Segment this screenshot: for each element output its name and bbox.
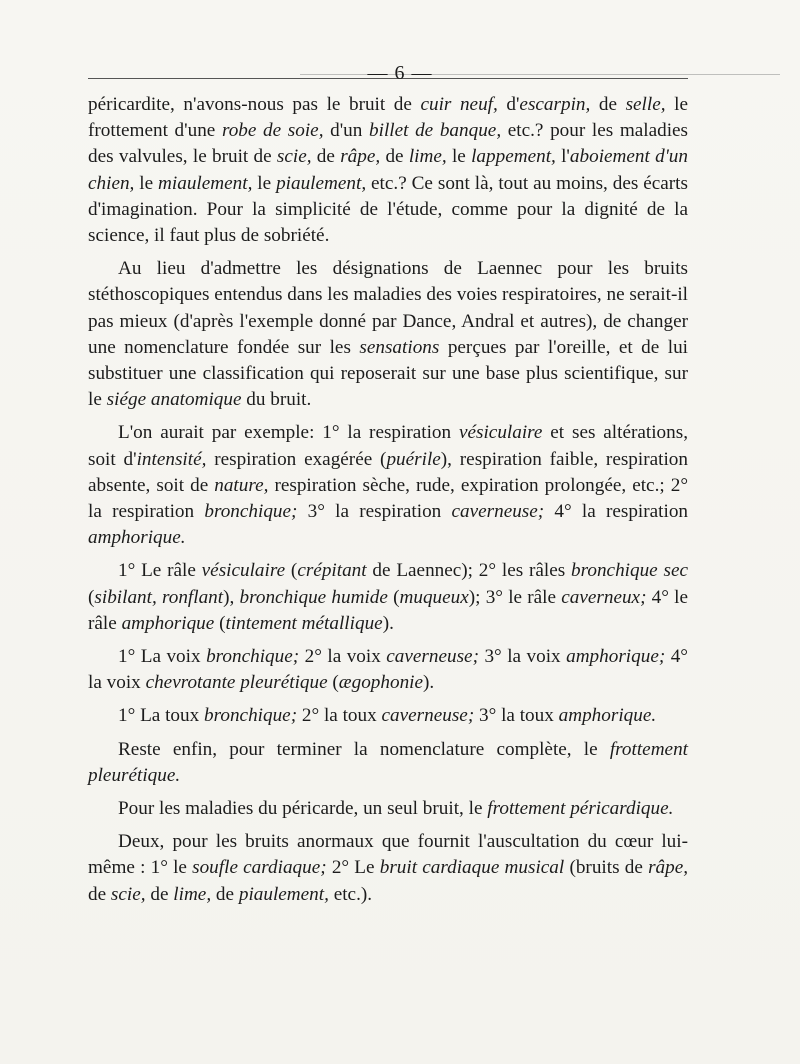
text-run: 4° le râle (88, 586, 689, 634)
text-run: 1° Le râle (118, 560, 202, 582)
italic-term: siége anatomique (106, 389, 242, 411)
body-text (88, 92, 688, 915)
text-run: ), (223, 586, 240, 608)
paragraph-voix (88, 644, 688, 696)
italic-term: sibilant, ronflant (94, 586, 224, 608)
paragraph-bruits-cardiaques (88, 829, 688, 908)
text-run: de (380, 146, 409, 168)
text-run: ( (327, 672, 339, 694)
italic-term: piaulement, (276, 172, 367, 194)
text-run: le (134, 172, 159, 194)
italic-term: tintement métallique (225, 612, 383, 634)
text-run: etc.? Ce sont là, tout au moins, des écarts d'imagination. Pour la simplicité de l'étude, comme pour la dignité de la science, il faut plus de sobriété. (88, 172, 688, 247)
italic-term: caverneuse; (386, 646, 479, 668)
text-run: 2° la toux (297, 705, 382, 727)
text-run: L'on aurait par exemple: 1° la respiration (118, 422, 459, 444)
text-run: de (590, 94, 626, 115)
text-run: ), respiration faible, respiration absente, soit de (88, 448, 688, 496)
text-run: Deux, pour les bruits anormaux que fournit l'auscultation du cœur lui-même : 1° le (88, 831, 688, 879)
italic-term: puérile (386, 448, 441, 470)
text-run: 4° la voix (88, 646, 688, 694)
italic-term: ægophonie (338, 672, 424, 694)
italic-term: frottement péricardique. (487, 798, 674, 820)
italic-term: lappement, (471, 146, 556, 168)
italic-term: piaulement, (238, 883, 329, 905)
paragraph-laennec-designations (88, 256, 688, 413)
text-run: ); 3° le râle (468, 586, 562, 608)
italic-term: caverneuse; (381, 705, 475, 727)
text-run: ( (387, 586, 400, 608)
italic-term: râpe, (648, 857, 689, 879)
italic-term: amphorique. (558, 705, 657, 727)
text-run: 4° la respiration (544, 501, 689, 523)
text-run: l' (555, 146, 570, 168)
paragraph-frottement-pleuretique (88, 737, 688, 789)
italic-term: amphorique. (88, 527, 186, 549)
text-run: etc.? pour les maladies des valvules, le bruit de (88, 120, 689, 168)
text-run: d'un (323, 120, 370, 142)
text-run: du bruit. (241, 389, 312, 411)
text-run: (bruits de (564, 857, 649, 879)
italic-term: cuir neuf, (420, 94, 498, 115)
text-run: 1° La toux (118, 705, 205, 727)
text-run: ). (382, 612, 394, 634)
text-run: 2° Le (326, 857, 380, 879)
italic-term: amphorique (121, 612, 215, 634)
italic-term: caverneux; (561, 586, 647, 608)
italic-term: escarpin, (519, 94, 591, 115)
page-number: — 6 — (367, 62, 433, 84)
italic-term: frottement pleurétique. (88, 738, 688, 786)
paragraph-rales (88, 558, 688, 637)
text-run: d' (497, 94, 520, 115)
text-run: respiration exagérée ( (206, 448, 387, 470)
italic-term: bruit cardiaque musical (379, 857, 565, 879)
italic-term: lime, (173, 883, 212, 905)
text-run: de (88, 883, 111, 905)
text-run: 2° la voix (299, 646, 387, 668)
italic-term: nature, (214, 474, 269, 496)
italic-term: bronchique; (204, 705, 298, 727)
paragraph-toux (88, 703, 688, 729)
paragraph-continuation (88, 92, 688, 249)
text-run: respiration sèche, rude, expiration prolongée, etc.; 2° la respiration (88, 474, 688, 523)
text-run: ( (285, 560, 298, 582)
italic-term: muqueux (399, 586, 469, 608)
text-run: 3° la respiration (297, 501, 452, 523)
italic-term: bronchique sec (571, 560, 688, 582)
text-run: 1° La voix (118, 646, 207, 668)
text-run: de Laennec); 2° les râles (366, 560, 572, 582)
italic-term: amphorique; (566, 646, 666, 668)
italic-term: râpe, (340, 146, 381, 168)
italic-term: scie, (110, 883, 146, 905)
italic-term: soufle cardiaque; (192, 857, 327, 879)
paragraph-respiration (88, 420, 688, 551)
text-run: 3° la toux (474, 705, 559, 727)
paragraph-pericarde (88, 796, 688, 822)
italic-term: caverneuse; (451, 501, 545, 523)
italic-term: intensité, (136, 448, 207, 470)
text-run: de (145, 883, 174, 905)
text-run: ( (214, 612, 226, 634)
text-run: ( (88, 586, 95, 608)
italic-term: crépitant (297, 560, 367, 582)
italic-term: bronchique; (204, 501, 298, 523)
italic-term: vésiculaire (458, 422, 543, 444)
text-run: le (446, 146, 472, 168)
text-run: etc.). (328, 883, 373, 905)
italic-term: miaulement, (158, 172, 253, 194)
italic-term: sensations (359, 336, 440, 358)
italic-term: vésiculaire (201, 560, 286, 582)
text-run: Reste enfin, pour terminer la nomenclature complète, le (118, 738, 610, 760)
italic-term: billet de banque, (369, 120, 502, 142)
text-run: de (211, 883, 239, 905)
text-run: ). (423, 672, 435, 694)
italic-term: scie, (276, 146, 312, 168)
text-run: le (252, 172, 277, 194)
text-run: le frottement d'une (88, 94, 688, 142)
italic-term: bronchique humide (239, 586, 388, 608)
text-run: Pour les maladies du péricarde, un seul bruit, le (118, 798, 488, 820)
text-run: péricardite, n'avons-nous pas le bruit de (88, 94, 421, 115)
text-run: Au lieu d'admettre les désignations de Laennec pour les bruits stéthoscopiques entendus dans les maladies des voies respiratoires, ne serait-il pas mieux (d'après l'exemple donné par Dance, Andral et autres), de changer une nomenclature fondée sur les (88, 258, 688, 358)
italic-term: lime, (408, 146, 447, 168)
italic-term: bronchique; (206, 646, 300, 668)
italic-term: aboiement d'un chien, (88, 146, 688, 194)
italic-term: robe de soie, (221, 120, 324, 142)
italic-term: selle, (625, 94, 666, 115)
text-run: de (311, 146, 341, 168)
text-run: perçues par l'oreille, et de lui substituer une classification qui reposerait sur une base plus scientifique, sur le (88, 336, 689, 411)
italic-term: chevrotante pleurétique (145, 672, 328, 694)
text-run: 3° la voix (478, 646, 567, 668)
text-run: et ses altérations, soit d' (88, 422, 688, 470)
